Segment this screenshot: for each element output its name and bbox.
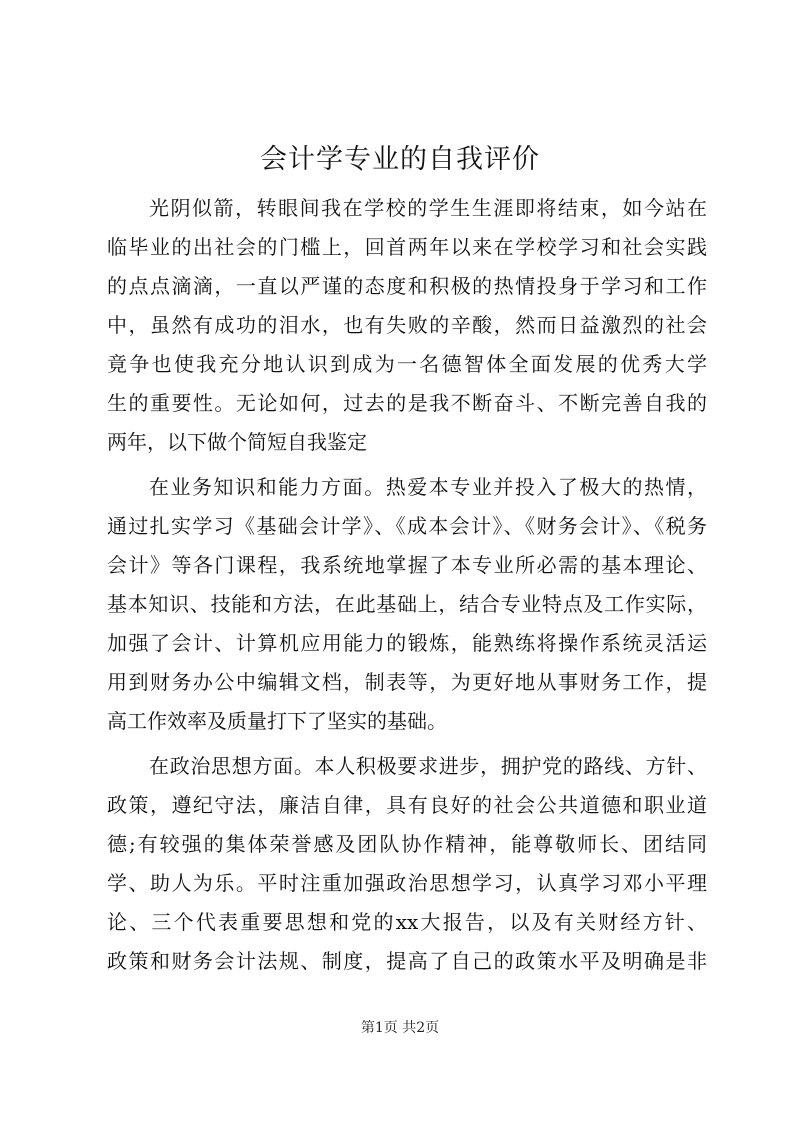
paragraph-line: 的点点滴滴，一直以严谨的态度和积极的热情投身于学习和工作 — [107, 274, 707, 298]
paragraph-line: 生的重要性。无论如何，过去的是我不断奋斗、不断完善自我的 — [107, 391, 707, 415]
document-title: 会计学专业的自我评价 — [260, 144, 540, 175]
paragraph-line: 会计》等各门课程，我系统地掌握了本专业所必需的基本理论、 — [107, 553, 707, 577]
page-footer: 第1页 共2页 — [360, 1020, 440, 1036]
paragraph-line: 学、助人为乐。平时注重加强政治思想学习，认真学习邓小平理 — [107, 871, 707, 895]
paragraph-line: 高工作效率及质量打下了坚实的基础。 — [107, 709, 447, 733]
paragraph-line: 基本知识、技能和方法，在此基础上，结合专业特点及工作实际， — [107, 592, 707, 616]
paragraph-line: 论、三个代表重要思想和党的xx大报告，以及有关财经方针、 — [107, 910, 707, 934]
paragraph-line: 中，虽然有成功的泪水，也有失败的辛酸，然而日益激烈的社会 — [107, 313, 707, 337]
paragraph-line: 政策，遵纪守法，廉洁自律，具有良好的社会公共道德和职业道 — [107, 793, 707, 817]
paragraph-line: 竟争也使我充分地认识到成为一名德智体全面发展的优秀大学 — [107, 352, 707, 376]
paragraph-line: 两年，以下做个简短自我鉴定 — [107, 430, 367, 454]
paragraph-line: 用到财务办公中编辑文档，制表等，为更好地从事财务工作，提 — [107, 670, 707, 694]
paragraph-line: 临毕业的出社会的门槛上，回首两年以来在学校学习和社会实践 — [107, 235, 707, 259]
paragraph-line: 德;有较强的集体荣誉感及团队协作精神，能尊敬师长、团结同 — [107, 832, 707, 856]
paragraph-line: 光阴似箭，转眼间我在学校的学生生涯即将结束，如今站在 — [149, 196, 707, 220]
paragraph-line: 加强了会计、计算机应用能力的锻炼，能熟练将操作系统灵活运 — [107, 631, 707, 655]
paragraph-line: 政策和财务会计法规、制度，提高了自己的政策水平及明确是非 — [107, 949, 707, 973]
paragraph-line: 通过扎实学习《基础会计学》、《成本会计》、《财务会计》、《税务 — [107, 514, 707, 538]
paragraph-line: 在业务知识和能力方面。热爱本专业并投入了极大的热情， — [149, 475, 707, 499]
paragraph-line: 在政治思想方面。本人积极要求进步，拥护党的路线、方针、 — [149, 754, 707, 778]
